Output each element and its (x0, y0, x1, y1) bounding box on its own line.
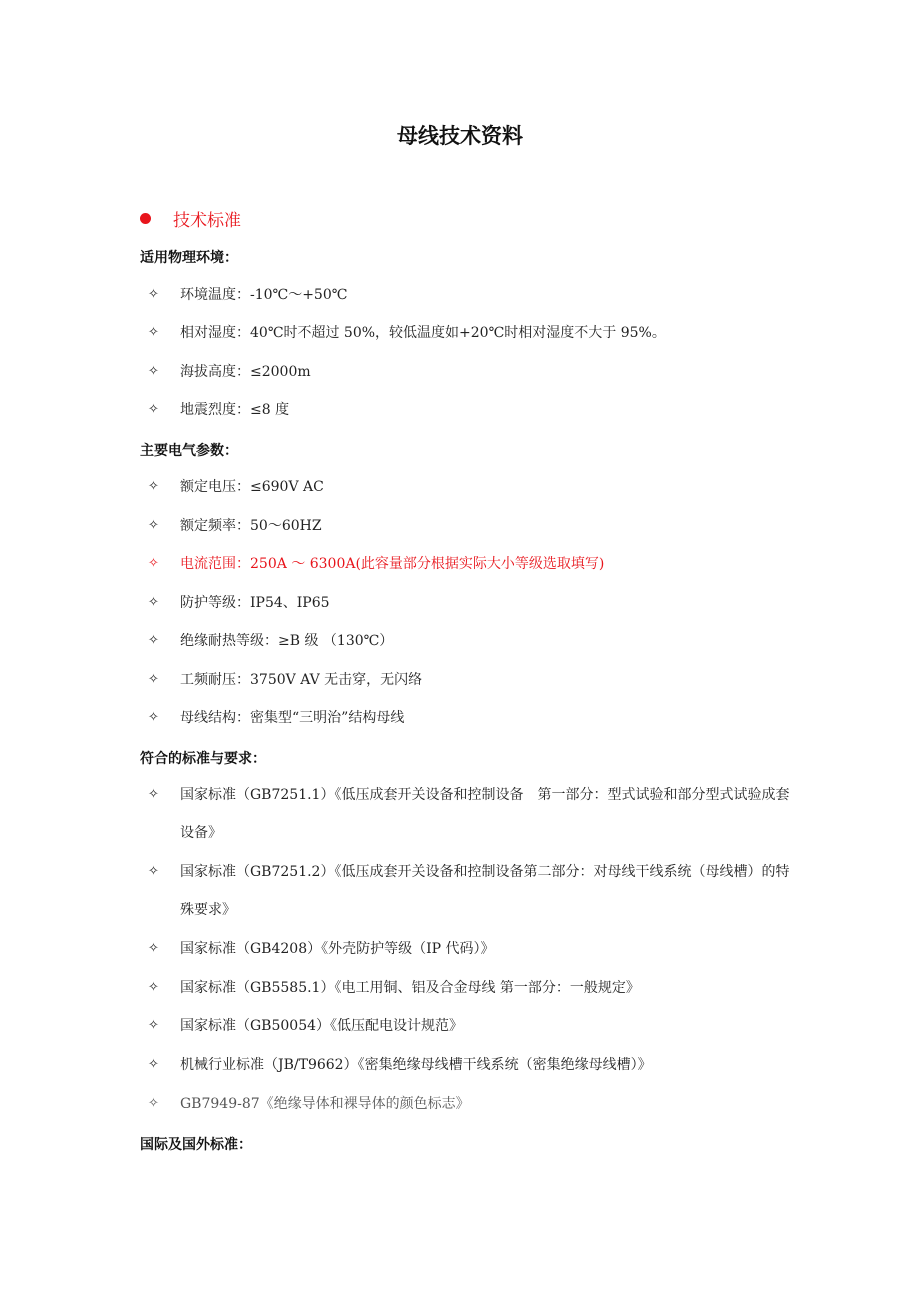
section-label: 技术标准 (173, 210, 241, 231)
list-item: ✧ 环境温度：-10℃～+50℃ (148, 276, 800, 314)
diamond-bullet-icon: ✧ (148, 710, 159, 725)
diamond-bullet-icon: ✧ (148, 980, 159, 995)
diamond-bullet-icon: ✧ (148, 1018, 159, 1033)
diamond-bullet-icon: ✧ (148, 633, 159, 648)
diamond-bullet-icon: ✧ (148, 287, 159, 302)
diamond-bullet-icon: ✧ (148, 864, 159, 879)
diamond-bullet-icon: ✧ (148, 1057, 159, 1072)
list-item: ✧ 相对湿度：40℃时不超过 50%，较低温度如+20℃时相对湿度不大于 95%。 (148, 314, 800, 352)
subheading-environment: 适用物理环境： (140, 250, 238, 266)
list-item: ✧ 防护等级：IP54、IP65 (148, 584, 800, 622)
document-title: 母线技术资料 (397, 124, 523, 148)
list-item: ✧ 国家标准（GB4208）《外壳防护等级（IP 代码）》 (148, 930, 800, 968)
diamond-bullet-icon: ✧ (148, 556, 159, 571)
subheading-standards: 符合的标准与要求： (140, 751, 266, 767)
list-item: ✧ 国家标准（GB5585.1）《电工用铜、铝及合金母线 第一部分：一般规定》 (148, 969, 800, 1007)
diamond-bullet-icon: ✧ (148, 518, 159, 533)
list-item: ✧ 海拔高度：≤2000m (148, 353, 800, 391)
subheading-electrical: 主要电气参数： (140, 443, 238, 459)
list-item: ✧ 工频耐压：3750V AV 无击穿，无闪络 (148, 661, 800, 699)
diamond-bullet-icon: ✧ (148, 364, 159, 379)
list-item: ✧ 国家标准（GB50054）《低压配电设计规范》 (148, 1007, 800, 1045)
diamond-bullet-icon: ✧ (148, 787, 159, 802)
list-item: ✧ 母线结构：密集型“三明治”结构母线 (148, 699, 800, 737)
diamond-bullet-icon: ✧ (148, 325, 159, 340)
diamond-bullet-icon: ✧ (148, 479, 159, 494)
diamond-bullet-icon: ✧ (148, 1096, 159, 1111)
section-heading (140, 204, 241, 232)
list-item: ✧ 额定频率：50～60HZ (148, 507, 800, 545)
diamond-bullet-icon: ✧ (148, 402, 159, 417)
list-item: ✧ 国家标准（GB7251.2）《低压成套开关设备和控制设备第二部分：对母线干线系统（母线槽）的特殊要求》 (148, 853, 800, 929)
subheading-international: 国际及国外标准： (140, 1137, 252, 1153)
diamond-bullet-icon: ✧ (148, 672, 159, 687)
list-item: ✧ 地震烈度：≤8 度 (148, 391, 800, 429)
list-item: ✧ 额定电压：≤690V AC (148, 468, 800, 506)
list-item: ✧ 绝缘耐热等级：≥B 级 （130℃） (148, 622, 800, 660)
list-item: ✧ GB7949-87《绝缘导体和裸导体的颜色标志》 (148, 1085, 800, 1123)
diamond-bullet-icon: ✧ (148, 595, 159, 610)
list-item: ✧ 机械行业标准（JB/T9662）《密集绝缘母线槽干线系统（密集绝缘母线槽）》 (148, 1046, 800, 1084)
red-bullet-icon (140, 213, 151, 224)
list-item: ✧ 国家标准（GB7251.1）《低压成套开关设备和控制设备 第一部分：型式试验和部分型式试验成套设备》 (148, 776, 800, 852)
diamond-bullet-icon: ✧ (148, 941, 159, 956)
list-item-highlighted: ✧ 电流范围：250A ～ 6300A(此容量部分根据实际大小等级选取填写) (148, 545, 800, 583)
